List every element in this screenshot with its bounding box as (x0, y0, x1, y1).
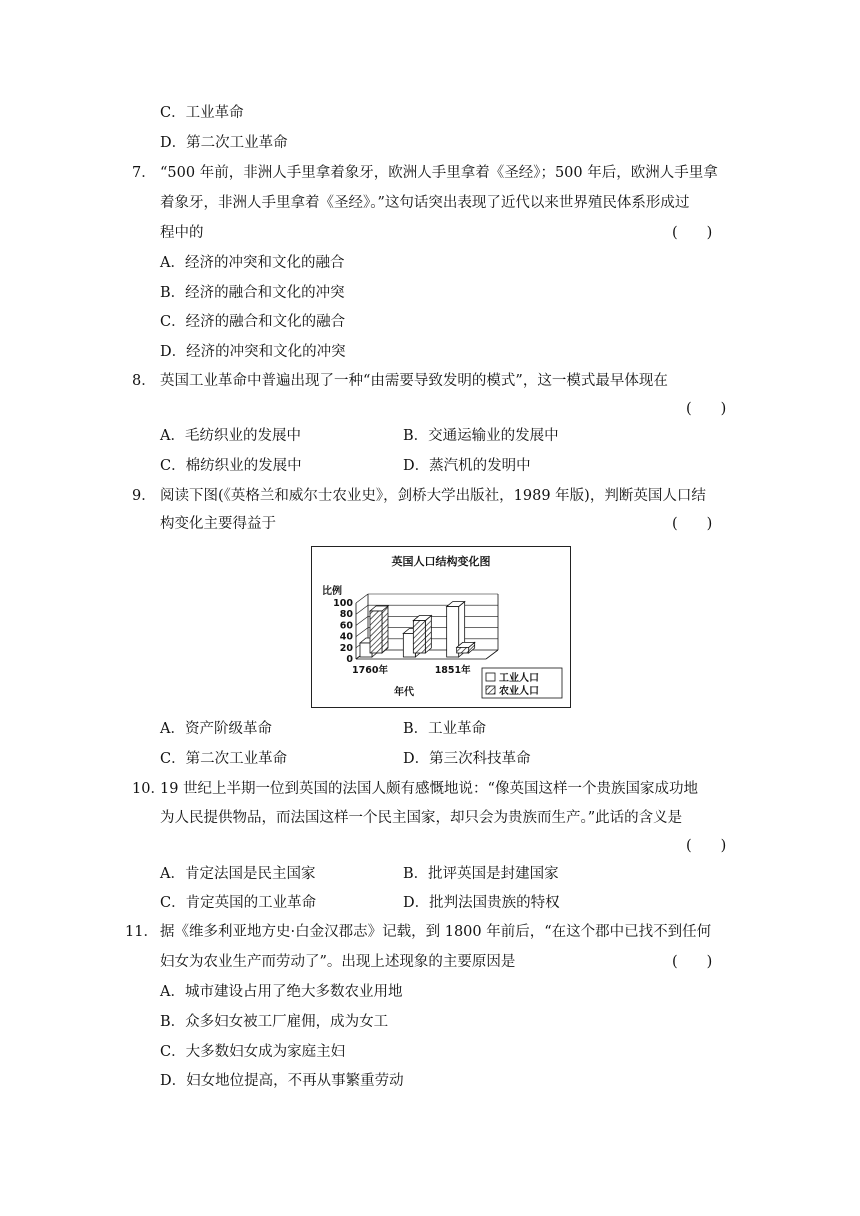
q9-stem-line: 构变化主要得益于 (160, 516, 276, 532)
q7-answer-blank: ( ) (672, 225, 713, 241)
q7-option-c: C．经济的融合和文化的融合 (160, 314, 346, 330)
q9-option-c: C．第二次工业革命 (160, 751, 288, 767)
chart-y-tick-label: 40 (339, 631, 353, 643)
q7-stem-line: 程中的 (160, 225, 204, 241)
q11-option-d: D．妇女地位提高，不再从事繁重劳动 (160, 1073, 404, 1089)
q7-number: 7． (132, 165, 156, 181)
chart-x-categories (352, 664, 471, 676)
q9-option-a: A．资产阶级革命 (160, 721, 272, 737)
chart-y-label: 比例 (322, 586, 342, 597)
q11-option-b: B．众多妇女被工厂雇佣，成为女工 (160, 1014, 389, 1030)
q9-stem-line: 阅读下图(《英格兰和威尔士农业史》，剑桥大学出版社，1989 年版)，判断英国人口结 (160, 488, 706, 504)
chart-y-tick-label: 60 (339, 620, 353, 632)
chart-bar-agricultural (413, 616, 431, 653)
q11-answer-blank: ( ) (672, 954, 713, 970)
chart-legend (482, 668, 562, 698)
chart-y-tick-label: 0 (346, 654, 353, 665)
population-structure-chart (311, 546, 571, 708)
q9-option-b: B．工业革命 (403, 721, 487, 737)
q11-number: 11． (125, 924, 158, 940)
q7-option-a: A．经济的冲突和文化的融合 (160, 255, 345, 271)
chart-legend-swatch (486, 686, 495, 694)
q8-number: 8． (132, 373, 156, 389)
q10-option-d: D．批判法国贵族的特权 (403, 895, 560, 911)
q9-number: 9． (132, 488, 156, 504)
q11-stem-line: 据《维多利亚地方史·白金汉郡志》记载，到 1800 年前后，“在这个郡中已找不到任何 (160, 924, 712, 940)
q8-option-c: C．棉纺织业的发展中 (160, 458, 302, 474)
q8-option-a: A．毛纺织业的发展中 (160, 428, 301, 444)
q10-option-a: A．肯定法国是民主国家 (160, 866, 316, 882)
chart-legend-label: 工业人口 (499, 673, 539, 684)
q10-stem-line: 为人民提供物品，而法国这样一个民主国家，却只会为贵族而生产。”此话的含义是 (160, 810, 683, 826)
q10-number: 10． (132, 781, 165, 797)
chart-title: 英国人口结构变化图 (391, 555, 491, 568)
q10-option-b: B．批评英国是封建国家 (403, 866, 559, 882)
chart-y-tick-label: 20 (339, 642, 353, 654)
q6-option-d: D．第二次工业革命 (160, 135, 288, 151)
chart-x-label: 年代 (394, 687, 414, 698)
q8-option-b: B．交通运输业的发展中 (403, 428, 559, 444)
chart-y-tick-label: 80 (339, 609, 353, 621)
chart-legend-swatch (486, 673, 495, 681)
chart-canvas (312, 547, 570, 707)
q10-option-c: C．肯定英国的工业革命 (160, 895, 317, 911)
chart-bar-agricultural (370, 606, 388, 653)
q11-option-c: C．大多数妇女成为家庭主妇 (160, 1044, 346, 1060)
q10-answer-blank: ( ) (686, 838, 727, 854)
q6-option-c: C．工业革命 (160, 105, 244, 121)
chart-x-category-label: 1760年 (352, 665, 388, 676)
chart-legend-label: 农业人口 (499, 686, 539, 697)
q11-stem-line: 妇女为农业生产而劳动了”。出现上述现象的主要原因是 (160, 954, 516, 970)
q8-answer-blank: ( ) (686, 401, 727, 417)
q10-stem-line: 19 世纪上半期一位到英国的法国人颇有感慨地说：“像英国这样一个贵族国家成功地 (160, 781, 698, 797)
q7-stem-line: 着象牙，非洲人手里拿着《圣经》。”这句话突出表现了近代以来世界殖民体系形成过 (160, 195, 690, 211)
q11-option-a: A．城市建设占用了绝大多数农业用地 (160, 984, 403, 1000)
chart-y-ticks (333, 598, 353, 665)
chart-x-category-label: 1851年 (434, 665, 471, 676)
chart-y-tick-label: 100 (333, 598, 353, 609)
q9-answer-blank: ( ) (672, 516, 713, 532)
q7-option-d: D．经济的冲突和文化的冲突 (160, 344, 346, 360)
q7-option-b: B．经济的融合和文化的冲突 (160, 285, 345, 301)
q8-stem-line: 英国工业革命中普遍出现了一种“由需要导致发明的模式”，这一模式最早体现在 (160, 373, 668, 389)
q7-stem-line: “500 年前，非洲人手里拿着象牙，欧洲人手里拿着《圣经》；500 年后，欧洲人手里拿 (160, 165, 718, 181)
chart-bars (360, 602, 475, 657)
q8-option-d: D．蒸汽机的发明中 (403, 458, 531, 474)
q9-option-d: D．第三次科技革命 (403, 751, 531, 767)
